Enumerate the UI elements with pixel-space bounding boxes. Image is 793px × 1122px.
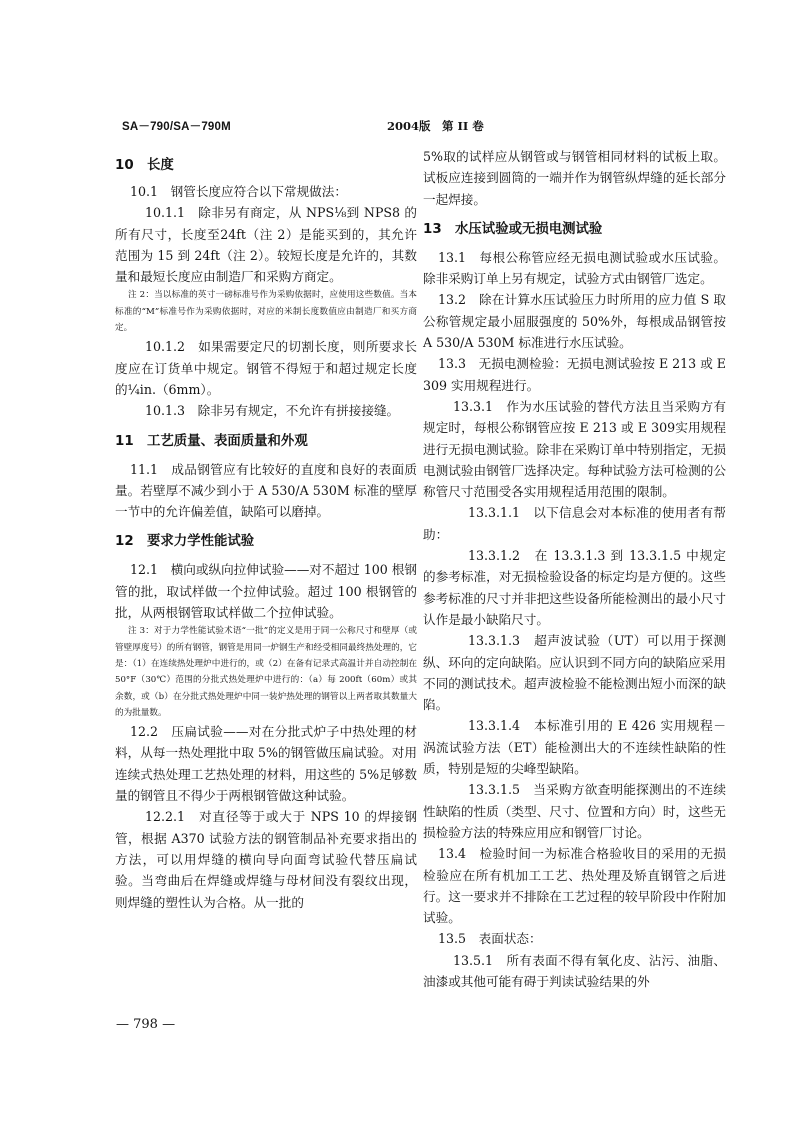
- para-12-2-1: 12.2.1 对直径等于或大于 NPS 10 的焊接钢管，根据 A370 试验方法的钢管制品补充要求指出的方法，可以用焊缝的横向导向面弯试验代替压扁试验。当弯曲后在焊缝或焊缝与母材间没有裂纹出现，则焊缝的塑性认为合格。从一批的: [115, 809, 417, 910]
- para-continued: 5%取的试样应从钢管或与钢管相同材料的试板上取。试板应连接到圆筒的一端并作为钢管纵焊缝的延长部分一起焊接。: [423, 149, 726, 207]
- section-10-heading: 10 长度: [115, 158, 174, 173]
- section-13-heading: 13 水压试验或无损电测试验: [423, 221, 603, 237]
- para-13-3-1-3: 13.3.1.3 超声波试验（UT）可以用于探测纵、环向的定向缺陷。应认识到不同方向的缺陷应采用不同的测试技术。超声波检验不能检测出短小而深的缺陷。: [423, 633, 726, 713]
- para-12-1: 12.1 横向或纵向拉伸试验——对不超过 100 根钢管的批，取试样做一个拉伸试验。超过 100 根钢管的批，从两根钢管取试样做二个拉伸试验。: [115, 562, 417, 621]
- para-10-1-2: 10.1.2 如果需要定尺的切割长度，则所要求长度应在订货单中规定。钢管不得短于和超过规定长度的¼in.（6mm）。: [115, 339, 417, 397]
- para-13-3-1-1: 13.3.1.1 以下信息会对本标准的使用者有帮助：: [423, 505, 726, 542]
- para-13-1: 13.1 每根公称管应经无损电测试验或水压试验。除非采购订单上另有规定，试验方式由钢管厂选定。: [423, 249, 726, 287]
- para-13-4: 13.4 检验时间一为标准合格验收目的采用的无损检验应在所有机加工工艺、热处理及矫直钢管之后进行。这一要求并不排除在工艺过程的较早阶段中作附加试验。: [423, 846, 726, 926]
- para-10-1-3: 10.1.3 除非另有规定，不允许有拼接接缝。: [145, 403, 400, 419]
- para-10-1-1: 10.1.1 除非另有商定，从 NPS⅛到 NPS8 的所有尺寸，长度至24ft（注 2）是能买到的，其允许范围为 15 到 24ft（注 2）。较短长度是允许的，其数量和最短长度应由制造厂和采购方商定。: [115, 205, 417, 285]
- para-11-1: 11.1 成品钢管应有比较好的直度和良好的表面质量。若壁厚不减少到小于 A 530/A 530M 标准的壁厚一节中的允许偏差值，缺陷可以磨掉。: [115, 461, 417, 520]
- section-12-heading: 12 要求力学性能试验: [115, 534, 255, 550]
- standard-code: SA－790/SA－790M: [122, 121, 231, 133]
- para-13-3: 13.3 无损电测检验：无损电测试验按 E 213 或 E 309 实用规程进行。: [423, 356, 726, 393]
- para-13-2: 13.2 除在计算水压试验压力时所用的应力值 S 取公称管规定最小屈服强度的 50%外，每根成品钢管按 A 530/A 530M 标准进行水压试验。: [423, 292, 726, 351]
- page-number: — 798 —: [116, 1017, 176, 1032]
- note-2: 注 2：当以标准的英寸一磅标准号作为采购依据时，应使用这些数值。当本标准的“M”标准号作为采购依据时，对应的米制长度数值应由制造厂和买方商定。: [115, 290, 417, 334]
- para-13-5: 13.5 表面状态：: [438, 931, 542, 947]
- para-13-3-1-5: 13.3.1.5 当采购方欲查明能探测出的不连续性缺陷的性质（类型、尺寸、位置和方向）时，这些无损检验方法的特殊应用应和钢管厂讨论。: [423, 782, 726, 840]
- para-10-1: 10.1 钢管长度应符合以下常规做法：: [130, 184, 347, 199]
- section-11-heading: 11 工艺质量、表面质量和外观: [115, 433, 308, 449]
- note-3: 注 3：对于力学性能试验术语“一批”的定义是用于同一公称尺寸和壁厚（或管壁厚度号）的所有钢管，钢管是用同一炉钢生产和经受相同最终热处理的，它是：（1）在连续热处理炉中进行的，或（2）在备有记录式高温计并自动控制在50°F（30℃）范围的分批式热处理炉中进行的：（a）每 200ft（60m）或其余数，或（b）在分批式热处理炉中同一装炉热处理的钢管以上两者取其数量大的为批量数。: [115, 626, 417, 718]
- right-column: [423, 146, 726, 992]
- left-column: [115, 146, 417, 913]
- para-13-3-1: 13.3.1 作为水压试验的替代方法且当采购方有规定时，每根公称钢管应按 E 213 或 E 309实用规程进行无损电测试验。除非在采购订单中特别指定，无损电测试验由钢管厂选择决定。每种试验方法可检测的公称管尺寸范围受各实用规程适用范围的限制。: [423, 398, 726, 500]
- page-header: [0, 118, 793, 134]
- para-13-5-1: 13.5.1 所有表面不得有氧化皮、沾污、油脂、油漆或其他可能有碍于判读试验结果的外: [423, 952, 726, 989]
- edition-volume: 2004版 第 II 卷: [387, 119, 484, 133]
- para-13-3-1-2: 13.3.1.2 在 13.3.1.3 到 13.3.1.5 中规定的参考标准，对无损检验设备的标定均是方便的。这些参考标准的尺寸并非把这些设备所能检测出的最小尺寸认作是最小缺陷尺寸。: [423, 548, 726, 627]
- para-12-2: 12.2 压扁试验——对在分批式炉子中热处理的材料，从每一热处理批中取 5%的钢管做压扁试验。对用连续式热处理工艺热处理的材料，用这些的 5%足够数量的钢管且不得少于两根钢管做这种试验。: [115, 724, 417, 804]
- para-13-3-1-4: 13.3.1.4 本标准引用的 E 426 实用规程－涡流试验方法（ET）能检测出大的不连续性缺陷的性质，特别是短的尖峰型缺陷。: [423, 718, 726, 777]
